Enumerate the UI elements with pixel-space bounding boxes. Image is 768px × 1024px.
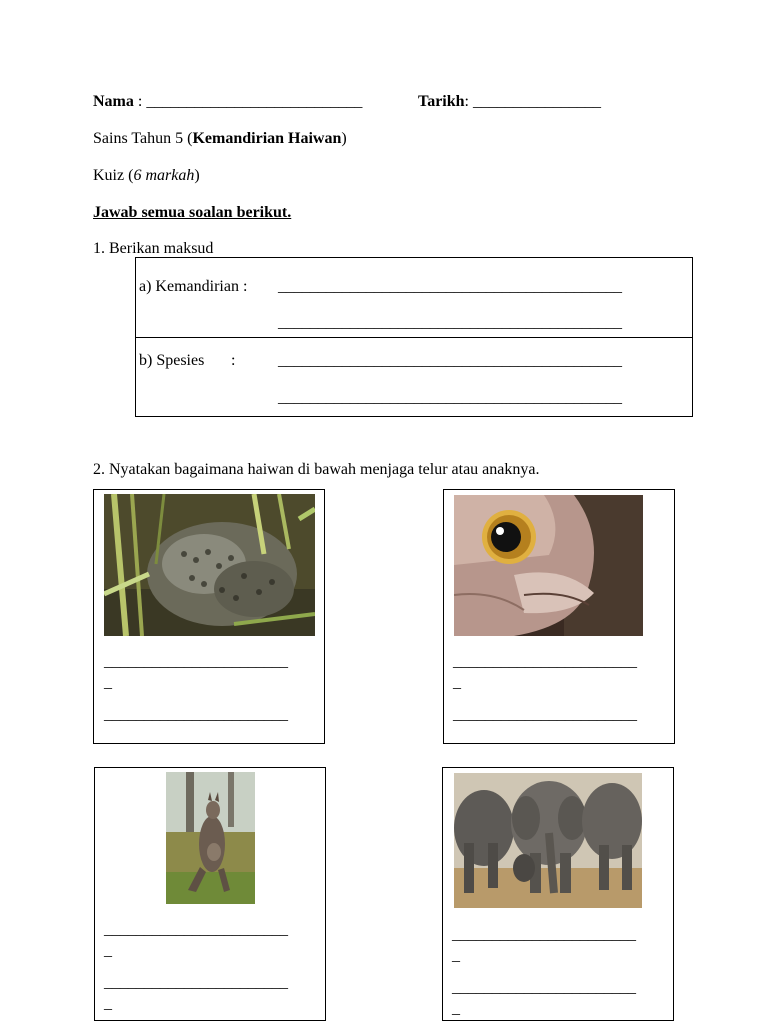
quiz-marks: 6 markah bbox=[133, 167, 195, 184]
elephants-image bbox=[454, 773, 642, 908]
elephants-answer-dash-1: _ bbox=[452, 947, 460, 964]
kangaroo-answer-dash-1: _ bbox=[104, 942, 112, 959]
fish-answer-line-1[interactable]: _______________________ bbox=[453, 653, 637, 670]
kangaroo-answer-line-1[interactable]: _______________________ bbox=[104, 921, 288, 938]
date-blank[interactable]: ________________ bbox=[473, 93, 601, 110]
frog-answer-line-1[interactable]: _______________________ bbox=[104, 653, 288, 670]
q1a-label: a) Kemandirian : bbox=[139, 278, 248, 295]
q1-row-divider bbox=[135, 337, 693, 338]
elephants-answer-line-2[interactable]: _______________________ bbox=[452, 979, 636, 996]
q1b-answer-line-2[interactable]: ___________________________________________ bbox=[278, 389, 622, 406]
name-field bbox=[93, 93, 362, 111]
q1b-label: b) Spesies bbox=[139, 352, 205, 369]
date-label: Tarikh bbox=[418, 93, 465, 110]
frog-spawn-image bbox=[104, 494, 315, 636]
kangaroo-image bbox=[166, 772, 255, 904]
instruction: Jawab semua soalan berikut. bbox=[93, 204, 292, 221]
name-blank[interactable]: ___________________________ bbox=[146, 93, 363, 110]
q1a-answer-line-2[interactable]: ___________________________________________ bbox=[278, 314, 622, 331]
quiz-suffix: ) bbox=[194, 167, 200, 184]
q2-prompt: 2. Nyatakan bagaimana haiwan di bawah menjaga telur atau anaknya. bbox=[93, 461, 540, 478]
frog-answer-line-2[interactable]: _______________________ bbox=[104, 706, 288, 723]
fish-image bbox=[454, 495, 643, 636]
date-separator: : bbox=[464, 93, 473, 110]
subject-suffix: ) bbox=[341, 130, 347, 147]
elephants-answer-dash-2: _ bbox=[452, 1000, 460, 1017]
date-field bbox=[418, 93, 601, 111]
kangaroo-answer-dash-2: _ bbox=[104, 995, 112, 1012]
subject-line bbox=[93, 130, 347, 148]
elephants-answer-line-1[interactable]: _______________________ bbox=[452, 926, 636, 943]
kangaroo-answer-line-2[interactable]: _______________________ bbox=[104, 974, 288, 991]
name-label: Nama bbox=[93, 93, 134, 110]
q1b-colon: : bbox=[231, 352, 236, 369]
quiz-prefix: Kuiz ( bbox=[93, 167, 134, 184]
q1-prompt: 1. Berikan maksud bbox=[93, 240, 214, 257]
subject-topic: Kemandirian Haiwan bbox=[192, 130, 342, 147]
fish-answer-dash-1: _ bbox=[453, 674, 461, 691]
name-separator: : bbox=[133, 93, 147, 110]
fish-answer-line-2[interactable]: _______________________ bbox=[453, 706, 637, 723]
subject-prefix: Sains Tahun 5 ( bbox=[93, 130, 193, 147]
frog-answer-dash-1: _ bbox=[104, 674, 112, 691]
quiz-line bbox=[93, 167, 200, 185]
q1a-answer-line-1[interactable]: ___________________________________________ bbox=[278, 278, 622, 295]
q1b-answer-line-1[interactable]: ___________________________________________ bbox=[278, 352, 622, 369]
